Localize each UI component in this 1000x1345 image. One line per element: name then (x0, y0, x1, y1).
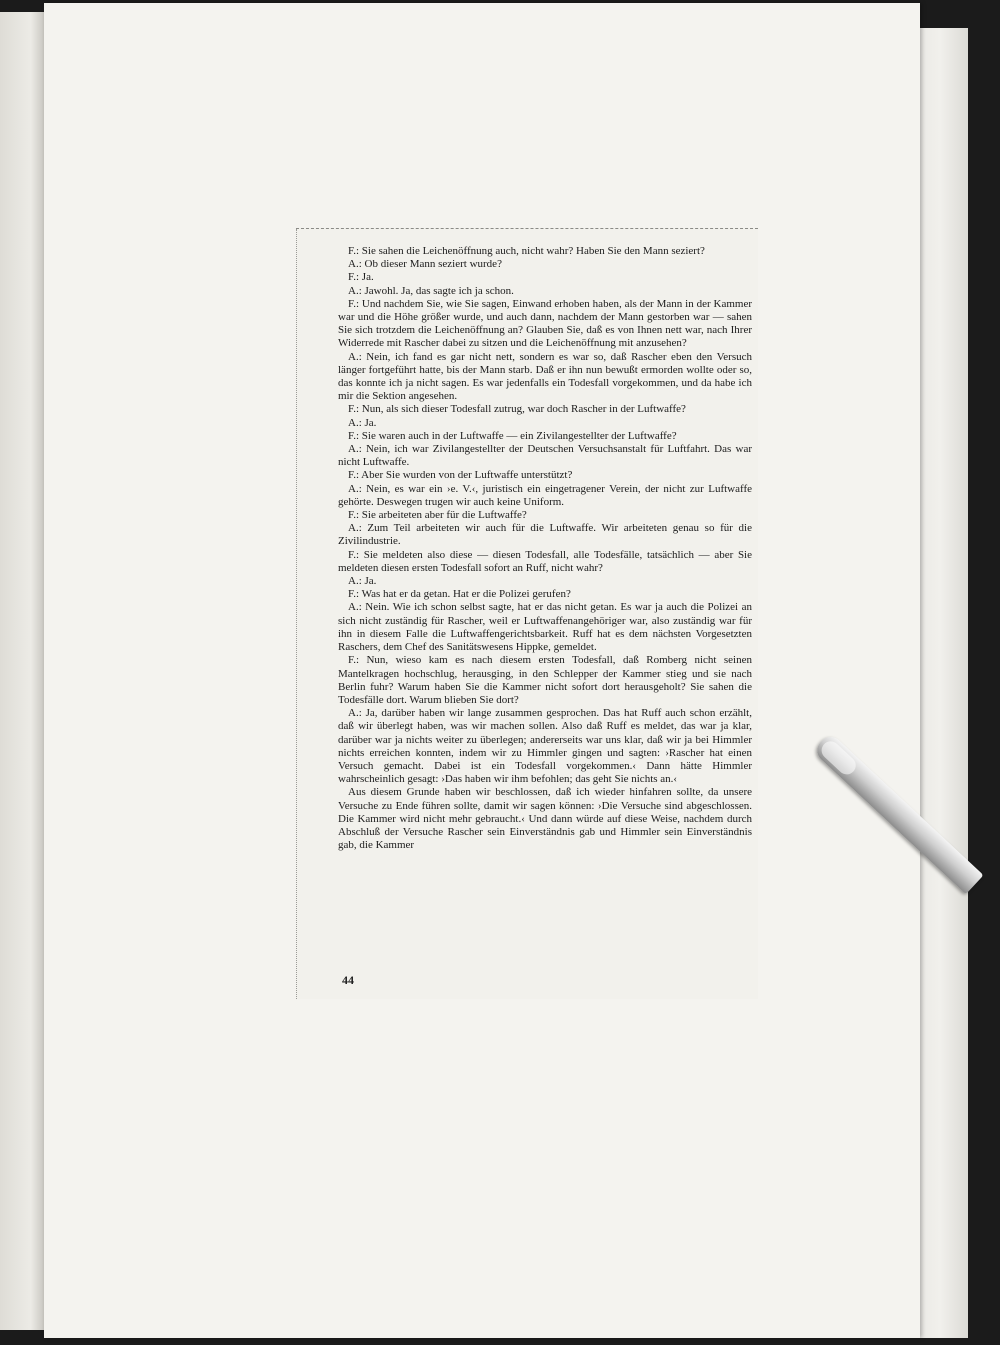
text-line: Aus diesem Grunde haben wir beschlossen, daß ich wieder hinfahren sollte, da unsere Versuche zu Ende führen sollte, damit wir sagen können: ›Die Versuche sind abgeschlossen. Die Kammer wird nicht mehr gebraucht.‹ Und dann würde auf diese Weise, nachdem durch Abschluß der Versuche Rascher sein Einverständnis gab und Himmler sein Einverständnis gab, die Kammer (338, 786, 752, 852)
left-page-edge (0, 12, 44, 1330)
text-line: F.: Sie sahen die Leichenöffnung auch, nicht wahr? Haben Sie den Mann seziert? (348, 245, 705, 257)
text-line: F.: Sie arbeiteten aber für die Luftwaffe? (348, 509, 527, 522)
text-line: F.: Ja. (348, 271, 374, 284)
text-line: A.: Ja. (348, 416, 377, 429)
book-page (44, 3, 920, 1338)
slip-edge (296, 229, 305, 999)
text-line: A.: Ob dieser Mann seziert wurde? (348, 258, 502, 271)
text-line: F.: Was hat er da getan. Hat er die Polizei gerufen? (348, 588, 571, 601)
text-line: A.: Ja, darüber haben wir lange zusammen gesprochen. Das hat Ruff auch schon erzählt, daß wir überlegt haben, was wir machen sollen. Also daß Ruff es meldet, das war ja klar, darüber war ja nichts weiter zu überlegen; andererseits war uns klar, daß wir ja bei Himmler nichts erreichen konnten, indem wir zu Himmler gingen und sagten: ›Rascher hat einen Versuch gemacht. Dabei ist ein Todesfall vorgekommen.‹ Dann hätte Himmler wahrscheinlich gesagt: ›Das haben wir ihm befohlen; das geht Sie nichts an.‹ (338, 707, 752, 786)
text-line: F.: Nun, als sich dieser Todesfall zutrug, war doch Rascher in der Luftwaffe? (348, 403, 686, 416)
text-line: A.: Jawohl. Ja, das sagte ich ja schon. (348, 284, 514, 297)
text-line: F.: Aber Sie wurden von der Luftwaffe unterstützt? (348, 469, 573, 482)
text-line: F.: Sie waren auch in der Luftwaffe — ein Zivilangestellter der Luftwaffe? (348, 429, 677, 442)
text-line: F.: Sie meldeten also diese — diesen Todesfall, alle Todesfälle, tatsächlich — aber Sie meldeten diesen ersten Todesfall sofort an Ruff, nicht wahr? (338, 548, 752, 574)
text-line: A.: Nein, es war ein ›e. V.‹, juristisch ein eingetragener Verein, der nicht zur Luftwaffe gehörte. Deswegen trugen wir auch keine Uniform. (338, 482, 752, 508)
page-number: 44 (342, 973, 354, 987)
text-line: F.: Nun, wieso kam es nach diesem ersten Todesfall, daß Romberg nicht seinen Mantelkragen hochschlug, herausging, in den Schlepper der Kammer stieg und sie nach Berlin fuhr? Warum haben Sie die Kammer nicht sofort dort herausgeholt? Sie sahen die Todesfälle dort. Warum blieben Sie dort? (338, 654, 752, 706)
text-line: A.: Ja. (348, 575, 377, 588)
text-line: A.: Zum Teil arbeiteten wir auch für die Luftwaffe. Wir arbeiteten genau so für die Zivilindustrie. (338, 522, 752, 548)
text-line: A.: Nein. Wie ich schon selbst sagte, hat er das nicht getan. Es war ja auch die Polizei an sich nicht zuständig für Rascher, weil er Luftwaffenangehöriger war, also zuständig war für ihn in diesem Falle die Luftwaffengerichtsbarkeit. Ruff hat es dem nächsten Vorgesetzten Raschers, dem Chef des Sanitätswesens Hippke, gemeldet. (338, 601, 752, 654)
text-line: A.: Nein, ich war Zivilangestellter der Deutschen Versuchsanstalt für Luftfahrt. Das war nicht Luftwaffe. (338, 443, 752, 469)
text-line: F.: Und nachdem Sie, wie Sie sagen, Einwand erhoben haben, als der Mann in der Kammer war und die Höhe größer wurde, und auch dann, nachdem der Mann gestorben war — sahen Sie sich trotzdem die Leichenöffnung an? Glauben Sie, daß es von Ihnen nett war, nach Ihrer Widerrede mit Rascher dabei zu sitzen und die Leichenöffnung mit anzusehen? (338, 297, 752, 350)
transcript-text (338, 245, 752, 852)
text-line: A.: Nein, ich fand es gar nicht nett, sondern es war so, daß Rascher eben den Versuch länger fortgeführt hatte, bis der Mann starb. Daß er ihn nun bewußt ermorden wollte oder so, das konnte ich ja nicht sagen. Es war jedenfalls ein Todesfall vorgekommen, und da habe ich mir die Sektion angesehen. (338, 350, 752, 403)
pasted-text-slip (296, 228, 758, 999)
